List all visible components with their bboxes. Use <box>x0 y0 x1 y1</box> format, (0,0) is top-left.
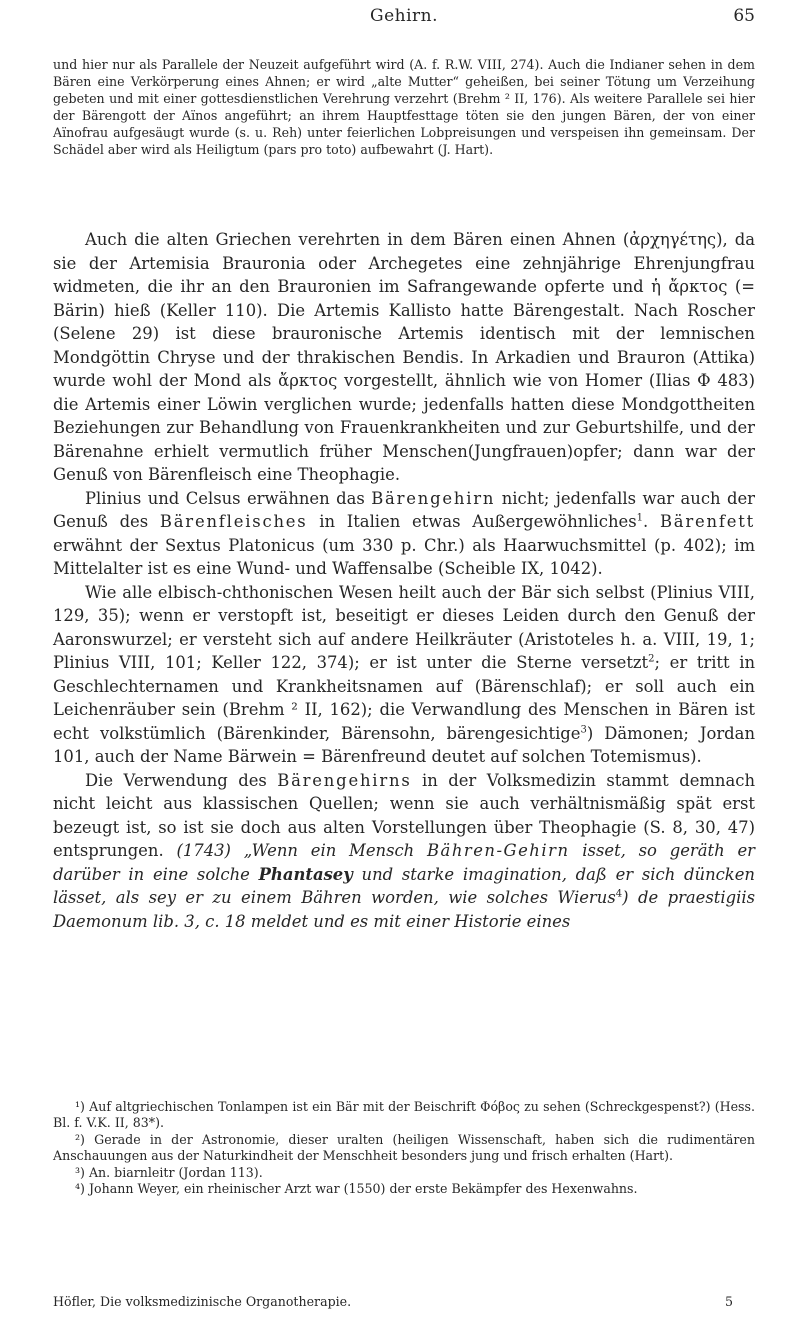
footnote-3: ³) An. biarnleitr (Jordan 113). <box>75 1164 263 1180</box>
quote-text: (1743) „Wenn ein Mensch <box>176 841 428 860</box>
page-footer <box>53 1294 755 1312</box>
main-text <box>53 228 755 933</box>
text-run: in der Volksmedizin stammt demnach nicht leicht aus klassischen Quellen; wenn sie auch verhältnismäßig spät erst bezeugt ist, so ist sie doch aus alten Vorstellungen über Theophagie (S. 8, 30, 47) entsprungen. <box>53 770 755 860</box>
text-run: Wie alle elbisch-chthonischen Wesen heilt auch der Bär sich selbst (Plinius VIII, 129, 35); wenn er verstopft ist, beseitigt er dieses Leiden durch den Genuß der Aaronswurzel; er versteht sich auf andere Heilkräuter (Aristoteles h. a. VIII, 19, 1; Plinius VIII, 101; Keller 122, 374); er ist unter die Sterne versetzt <box>53 582 755 672</box>
footer-sheet-number: 5 <box>724 1294 733 1309</box>
page-number: 65 <box>733 6 755 26</box>
quote-text: und starke imagination, daß er sich düncken lässet, als sey er zu einem Bähren worden, wie solches Wierus <box>53 864 755 907</box>
footnote-ref-2: 2 <box>648 653 655 665</box>
intro-paragraph-block <box>53 57 755 158</box>
quote-text: ) de praestigiis Daemonum lib. 3, c. 18 meldet und es mit einer Historie eines <box>53 888 756 931</box>
document-page <box>53 0 755 1317</box>
paragraph-folk-medicine <box>53 769 755 934</box>
footnote-ref-3: 3 <box>580 724 587 736</box>
emphasis-baerengehirns: Bärengehirns <box>277 770 412 790</box>
intro-paragraph: und hier nur als Parallele der Neuzeit aufgeführt wird (A. f. R.W. VIII, 274). Auch die Indianer sehen in dem Bären eine Verkörperung eines Ahnen; er wird „alte Mutter“ geheißen, bei seiner Tötung um Verzeihung gebeten und mit einer gottesdienstlichen Verehrung verzehrt (Brehm ² II, 176). Als weitere Parallele sei hier der Bärengott der Aïnos angeführt; an ihrem Hauptfesttage töten sie den jungen Bären, der von einer Aïnofrau aufgesäugt wurde (s. u. Reh) unter feierlichen Lobpreisungen und verspeisen ihn gemeinsam. Der Schädel aber wird als Heiligtum (pars pro toto) aufbewahrt (J. Hart). <box>53 57 755 157</box>
text-run: ) Dämonen; Jordan 101, auch der Name Bärwein = Bärenfreund deutet auf solchen Totemismus). <box>53 723 755 766</box>
quote-emphasis-baehren-gehirn: Bähren-Gehirn <box>427 841 570 860</box>
footnote-ref-1: 1 <box>636 512 644 524</box>
text-run: erwähnt der Sextus Platonicus (um 330 p. Chr.) als Haarwuchsmittel (p. 402); im Mittelalter ist es eine Wund- und Waffensalbe (Scheible IX, 1042). <box>53 535 755 578</box>
emphasis-baerengehirn: Bärengehirn <box>371 488 496 508</box>
quote-text: isset, so geräth er darüber in eine solche <box>53 841 755 884</box>
footnotes <box>53 1099 755 1197</box>
running-head <box>53 6 755 30</box>
text-run: Plinius und Celsus erwähnen das <box>85 488 372 508</box>
paragraph-pliny <box>53 487 755 581</box>
quote-emphasis-phantasey: Phantasey <box>258 864 353 884</box>
text-run: . <box>643 512 660 531</box>
footnote-2: ²) Gerade in der Astronomie, dieser uralten (heiligen Wissenschaft, haben sich die rudimentären Anschauungen aus der Naturkindheit der Menschheit besonders jung und frisch erhalten (Hart). <box>53 1131 755 1164</box>
text-run: ; er tritt in Geschlechternamen und Krankheitsnamen auf (Bärenschlaf); er soll auch ein Leichenräuber sein (Brehm ² II, 162); die Verwandlung des Menschen in Bären ist echt volkstümlich (Bärenkinder, Bärensohn, bärengesichtige <box>53 653 756 743</box>
text-run: nicht; jedenfalls war auch der Genuß des <box>53 488 755 531</box>
text-run: Die Verwendung des <box>85 770 278 790</box>
emphasis-baerenfleisches: Bärenfleisches <box>159 512 308 531</box>
footer-book-title: Höfler, Die volksmedizinische Organotherapie. <box>53 1294 352 1309</box>
footnote-1: ¹) Auf altgriechischen Tonlampen ist ein Bär mit der Beischrift Φόβος zu sehen (Schreckgespenst?) (Hess. Bl. f. V.K. II, 83*). <box>53 1099 755 1131</box>
paragraph-chthonic <box>53 581 755 769</box>
paragraph-greeks: Auch die alten Griechen verehrten in dem Bären einen Ahnen (ἀρχηγέτης), da sie der Artemisia Brauronia oder Archegetes eine zehnjährige Ehrenjungfrau widmeten, die ihr an den Brauronien im Safrangewande opferte und ἡ ἄρκτος (= Bärin) hieß (Keller 110). Die Artemis Kallisto hatte Bärengestalt. Nach Roscher (Selene 29) ist diese brauronische Artemis identisch mit der lemnischen Mondgöttin Chryse und der thrakischen Bendis. In Arkadien und Brauron (Attika) wurde wohl der Mond als ἄρκτος vorgestellt, ähnlich wie von Homer (Ilias Φ 483) die Artemis einer Löwin verglichen wurde; jedenfalls hatten diese Mondgottheiten Beziehungen zur Behandlung von Frauenkrankheiten und zur Geburtshilfe, und der Bärenahne erhielt vermutlich früher Menschen(Jungfrauen)opfer; dann war der Genuß von Bärenfleisch eine Theophagie. <box>53 230 755 484</box>
footnote-ref-4: 4 <box>615 888 623 900</box>
emphasis-baerenfett: Bärenfett <box>659 512 755 531</box>
text-run: in Italien etwas Außergewöhnliches <box>307 512 637 531</box>
running-title: Gehirn. <box>369 6 438 26</box>
footnote-4: ⁴) Johann Weyer, ein rheinischer Arzt war (1550) der erste Bekämpfer des Hexenwahns. <box>75 1181 638 1197</box>
